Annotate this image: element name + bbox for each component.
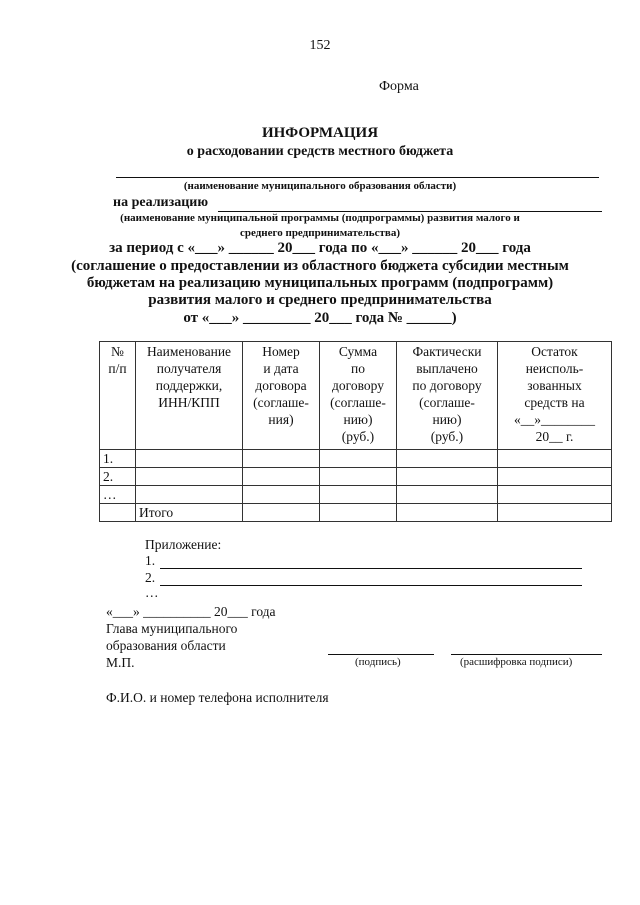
head-title-line1: Глава муниципального xyxy=(106,621,238,636)
table-header-row xyxy=(100,342,612,450)
table-cell xyxy=(243,468,320,486)
table-cell xyxy=(320,486,397,504)
table-cell xyxy=(243,486,320,504)
agreement-line-1: (соглашение о предоставлении из областного бюджета субсидии местным xyxy=(71,258,569,274)
table-cell xyxy=(498,504,612,522)
attachment-ellipsis: … xyxy=(145,585,159,600)
header-number: № п/п xyxy=(100,342,136,450)
table-cell-total-label: Итого xyxy=(136,504,243,522)
table-cell xyxy=(498,486,612,504)
municipality-caption: (наименование муниципального образования области) xyxy=(183,180,457,192)
head-title-line2: образования области xyxy=(106,638,226,653)
table-total-row xyxy=(100,504,612,522)
decoding-line xyxy=(451,654,602,655)
agreement-line-2: бюджетам на реализацию муниципальных программ (подпрограмм) xyxy=(86,275,554,291)
header-recipient: Наименование получателя поддержки, ИНН/КПП xyxy=(136,342,243,450)
table-row xyxy=(100,450,612,468)
table-cell xyxy=(397,486,498,504)
signature-line xyxy=(328,654,434,655)
attachment-label: Приложение: xyxy=(145,537,222,552)
table-cell xyxy=(498,450,612,468)
table-cell xyxy=(320,468,397,486)
table-cell xyxy=(100,504,136,522)
implementation-label: на реализацию xyxy=(113,195,209,210)
header-amount: Сумма по договору (соглаше- нию) (руб.) xyxy=(320,342,397,450)
table-cell xyxy=(136,468,243,486)
table-cell xyxy=(498,468,612,486)
table-cell: 1. xyxy=(100,450,136,468)
attachment-item-1: 1. xyxy=(145,553,156,568)
table-cell xyxy=(397,450,498,468)
table-cell xyxy=(136,486,243,504)
agreement-line-4: от «___» _________ 20___ года № ______) xyxy=(183,310,457,326)
header-contract: Номер и дата договора (соглаше- ния) xyxy=(243,342,320,450)
table-cell xyxy=(320,450,397,468)
table-cell: … xyxy=(100,486,136,504)
period-line: за период с «___» ______ 20___ года по «___» ______ 20___ года xyxy=(109,240,531,256)
signing-date-line: «___» __________ 20___ года xyxy=(106,604,276,619)
document-subtitle: о расходовании средств местного бюджета xyxy=(186,144,454,159)
agreement-line-3: развития малого и среднего предпринимательства xyxy=(148,292,492,308)
header-balance: Остаток неисполь- зованных средств на «__»________ 20__ г. xyxy=(498,342,612,450)
expenditure-table xyxy=(99,341,612,522)
signature-caption: (подпись) xyxy=(355,656,401,668)
table-cell xyxy=(397,504,498,522)
page-number: 152 xyxy=(309,38,331,53)
table-row xyxy=(100,468,612,486)
table-cell: 2. xyxy=(100,468,136,486)
table-cell xyxy=(320,504,397,522)
program-caption-line1: (наименование муниципальной программы (подпрограммы) развития малого и xyxy=(120,212,520,224)
program-caption-line2: среднего предпринимательства) xyxy=(239,227,400,239)
table-row xyxy=(100,486,612,504)
executor-line: Ф.И.О. и номер телефона исполнителя xyxy=(106,690,329,705)
attachment-item-1-line xyxy=(160,568,582,569)
table-cell xyxy=(136,450,243,468)
table-cell xyxy=(397,468,498,486)
form-label: Форма xyxy=(379,79,419,94)
stamp-label: М.П. xyxy=(106,655,135,670)
municipality-field-line xyxy=(116,177,599,178)
table-cell xyxy=(243,450,320,468)
attachment-item-2: 2. xyxy=(145,570,156,585)
attachment-item-2-line xyxy=(160,585,582,586)
document-title: ИНФОРМАЦИЯ xyxy=(261,125,379,141)
decoding-caption: (расшифровка подписи) xyxy=(460,656,573,668)
table-cell xyxy=(243,504,320,522)
header-paid: Фактически выплачено по договору (соглаше- нию) (руб.) xyxy=(397,342,498,450)
